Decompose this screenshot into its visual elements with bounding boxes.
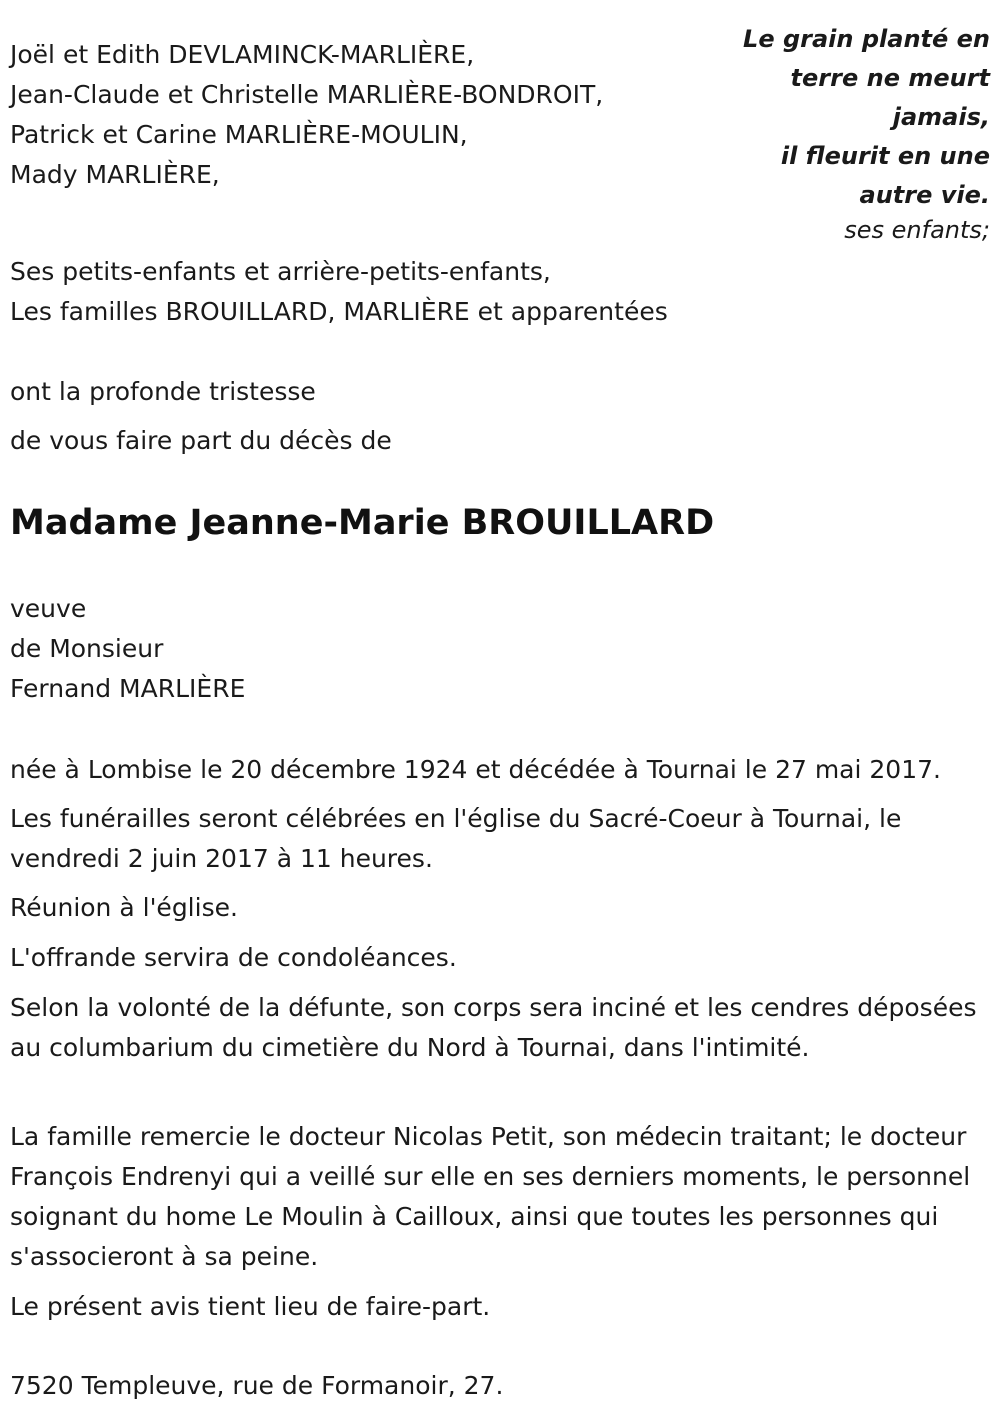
spouse-line-2: de Monsieur — [10, 634, 164, 663]
cremation-info: Selon la volonté de la défunte, son corps sera inciné et les cendres déposées au columbarium du cimetière du Nord à Tournai, dans l'intimité. — [10, 993, 977, 1062]
announcement-line-2: de vous faire part du décès de — [10, 426, 392, 455]
quote-line-2: terre ne meurt — [790, 64, 990, 92]
spouse-line-3: Fernand MARLIÈRE — [10, 674, 246, 703]
quote-line-1: Le grain planté en — [743, 25, 990, 53]
quote-signature: ses enfants; — [844, 216, 990, 244]
funeral-info: Les funérailles seront célébrées en l'église du Sacré-Coeur à Tournai, le vendredi 2 juin 2017 à 11 heures. — [10, 804, 902, 873]
quote-line-5: autre vie. — [859, 181, 990, 209]
quote-line-4: il fleurit en une — [780, 142, 990, 170]
family-line-3: Patrick et Carine MARLIÈRE-MOULIN, — [10, 120, 468, 149]
relatives-line-2: Les familles BROUILLARD, MARLIÈRE et apparentées — [10, 297, 668, 326]
deceased-name: Madame Jeanne-Marie BROUILLARD — [10, 503, 715, 543]
family-line-4: Mady MARLIÈRE, — [10, 160, 220, 189]
notice-info: Le présent avis tient lieu de faire-part. — [10, 1292, 491, 1321]
thanks-info: La famille remercie le docteur Nicolas Petit, son médecin traitant; le docteur François Endrenyi qui a veillé sur elle en ses derniers moments, le personnel soignant du home Le Moulin à Cailloux, ainsi que toutes les personnes qui s'associeront à sa peine. — [10, 1122, 971, 1271]
epitaph-quote — [730, 20, 990, 250]
relatives-line-1: Ses petits-enfants et arrière-petits-enfants, — [10, 257, 551, 286]
offering-info: L'offrande servira de condoléances. — [10, 943, 457, 972]
announcement-line-1: ont la profonde tristesse — [10, 377, 316, 406]
gathering-info: Réunion à l'église. — [10, 893, 238, 922]
family-line-2: Jean-Claude et Christelle MARLIÈRE-BONDROIT, — [10, 80, 604, 109]
family-line-1: Joël et Edith DEVLAMINCK-MARLIÈRE, — [10, 40, 475, 69]
address: 7520 Templeuve, rue de Formanoir, 27. — [10, 1371, 504, 1400]
spouse-line-1: veuve — [10, 594, 87, 623]
birth-death-dates: née à Lombise le 20 décembre 1924 et décédée à Tournai le 27 mai 2017. — [10, 755, 941, 784]
quote-line-3: jamais, — [892, 103, 990, 131]
